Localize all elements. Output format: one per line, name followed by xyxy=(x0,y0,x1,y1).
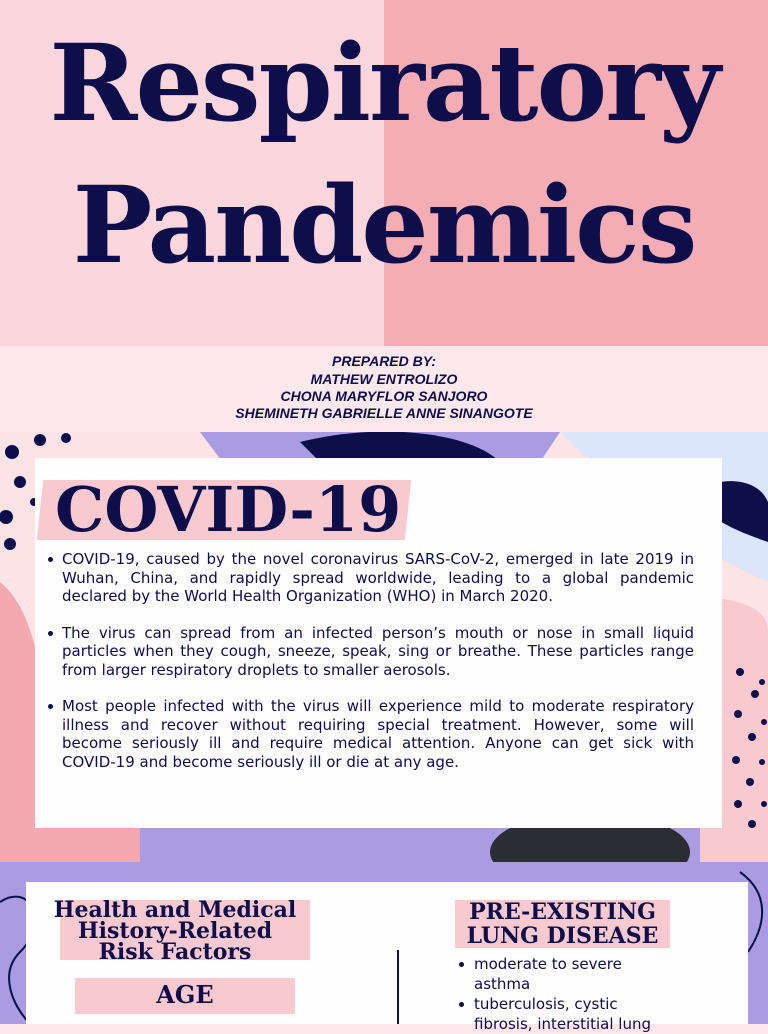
covid-bullet-list xyxy=(46,550,694,789)
list-item: moderate to severe asthma xyxy=(456,954,676,994)
lung-disease-title: PRE-EXISTING LUNG DISEASE xyxy=(466,899,659,949)
column-divider xyxy=(397,950,399,1024)
author-name: MATHEW ENTROLIZO xyxy=(310,371,458,387)
prepared-by-label: PREPARED BY: xyxy=(332,353,436,369)
list-item: Most people infected with the virus will experience mild to moderate respiratory illness and recover without requiring special treatment. However, some will become seriously ill and require medical attention. Anyone can get sick with COVID-19 and become seriously ill or die at any age. xyxy=(46,697,694,771)
covid-heading: COVID-19 xyxy=(55,473,402,546)
title-line-2: Pandemics xyxy=(72,162,696,287)
author-name: SHEMINETH GABRIELLE ANNE SINANGOTE xyxy=(235,405,533,421)
risk-factors-title: Health and Medical History-Related Risk Factors xyxy=(53,897,297,965)
author-name: CHONA MARYFLOR SANJORO xyxy=(280,388,488,404)
title-line-1: Respiratory xyxy=(49,20,719,145)
list-item: tuberculosis, cystic fibrosis, interstitial lung xyxy=(456,994,676,1034)
lung-disease-list xyxy=(456,954,676,1034)
list-item: COVID-19, caused by the novel coronavirus SARS-CoV-2, emerged in late 2019 in Wuhan, China, and rapidly spread worldwide, leading to a global pandemic declared by the World Health Organization (WHO) in March 2020. xyxy=(46,550,694,606)
list-item: The virus can spread from an infected person’s mouth or nose in small liquid particles when they cough, sneeze, speak, sing or breathe. These particles range from larger respiratory droplets to smaller aerosols. xyxy=(46,624,694,680)
age-heading: AGE xyxy=(156,980,214,1009)
